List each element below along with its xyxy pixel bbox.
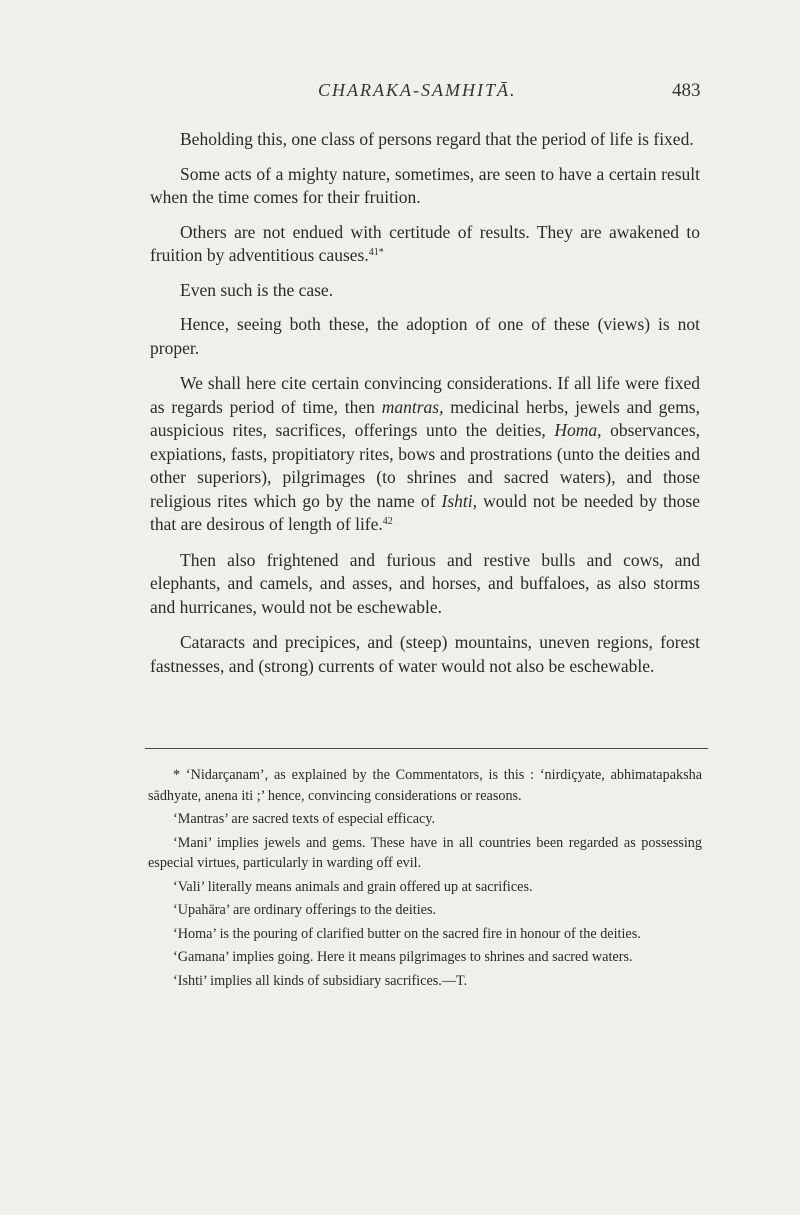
footnote-homa: ‘Homa’ is the pouring of clarified butter on the sacred fire in honour of the deities. bbox=[173, 925, 641, 942]
footnote-nidarcanam: * ‘Nidarçanam’, as explained by the Commentators, is this : ‘nirdiçyate, abhimatapaksha sādhyate, anena iti ;’ hence, convincing considerations or reasons. bbox=[148, 767, 702, 804]
term-ishti: Ishti, bbox=[441, 490, 477, 511]
footnote-ref-42: 42 bbox=[382, 516, 393, 527]
term-mantras: mantras, bbox=[381, 396, 444, 417]
paragraph-6 bbox=[150, 372, 700, 537]
paragraph-3-text: Others are not endued with certitude of results. They are awakened to fruition by adventitious causes. bbox=[150, 221, 700, 265]
p6-part-b: medicinal herbs, jewels and gems, auspicious rites, sacrifices, offerings unto the deities, bbox=[150, 396, 700, 440]
footnote-mani: ‘Mani’ implies jewels and gems. These have in all countries been regarded as possessing especial virtues, particularly in warding off evil. bbox=[148, 834, 702, 871]
paragraph-4: Even such is the case. bbox=[180, 279, 334, 300]
footnote-mantras: ‘Mantras’ are sacred texts of especial efficacy. bbox=[173, 811, 436, 827]
p6-part-d: would not be needed by those that are desirous of length of life. bbox=[150, 490, 700, 534]
p6-part-a: We shall here cite certain convincing considerations. If all life were fixed as regards period of time, then bbox=[150, 373, 700, 417]
running-head bbox=[0, 80, 800, 110]
page-number: 483 bbox=[672, 80, 701, 101]
paragraph-1: Beholding this, one class of persons regard that the period of life is fixed. bbox=[180, 129, 694, 149]
paragraph-2: Some acts of a mighty nature, sometimes, are seen to have a certain result when the time comes for their fruition. bbox=[150, 163, 700, 207]
footnotes bbox=[148, 765, 702, 994]
footnote-gamana: ‘Gamana’ implies going. Here it means pilgrimages to shrines and sacred waters. bbox=[173, 949, 633, 965]
main-text bbox=[150, 128, 700, 690]
footnote-upahara: ‘Upahāra’ are ordinary offerings to the deities. bbox=[173, 902, 437, 918]
footnote-ishti: ‘Ishti’ implies all kinds of subsidiary sacrifices.—T. bbox=[173, 972, 468, 989]
footnote-ref-41: 41* bbox=[368, 247, 384, 258]
running-head-title: CHARAKA-SAMHITĀ. bbox=[318, 80, 517, 100]
paragraph-5: Hence, seeing both these, the adoption of one of these (views) is not proper. bbox=[150, 314, 700, 358]
paragraph-7: Then also frightened and furious and restive bulls and cows, and elephants, and camels, and asses, and horses, and buffaloes, as also storms and hurricanes, would not be eschewable. bbox=[150, 549, 700, 617]
paragraph-3 bbox=[150, 221, 700, 268]
paragraph-8: Cataracts and precipices, and (steep) mountains, uneven regions, forest fastnesses, and (strong) currents of water would not also be eschewable. bbox=[150, 632, 700, 676]
footnote-vali: ‘Vali’ literally means animals and grain offered up at sacrifices. bbox=[173, 878, 533, 895]
term-homa: Homa, bbox=[554, 420, 602, 440]
footnote-divider bbox=[145, 748, 708, 749]
p6-part-c: observances, expiations, fasts, propitiatory rites, bows and prostrations (unto the deities and other superiors), pilgrimages (to shrines and sacred waters), and those religious rites which go by the name of bbox=[150, 420, 701, 511]
